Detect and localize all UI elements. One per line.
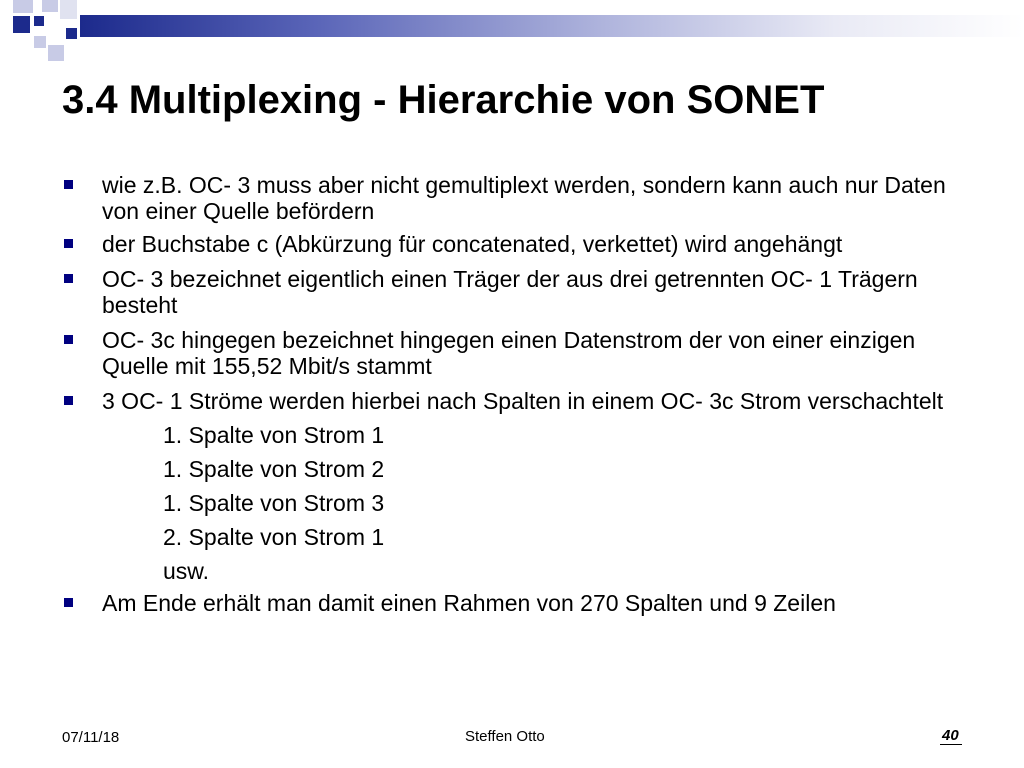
sub-line: 1. Spalte von Strom 2 [163, 456, 385, 482]
bullet-item [62, 590, 962, 616]
slide-title: 3.4 Multiplexing - Hierarchie von SONET [62, 78, 825, 122]
sub-line: 1. Spalte von Strom 1 [163, 422, 385, 448]
page-number-underline [940, 744, 962, 745]
footer-author: Steffen Otto [465, 728, 545, 745]
deco-square [34, 16, 44, 26]
deco-square [48, 45, 64, 61]
page-number: 40 [942, 727, 959, 744]
deco-square [60, 0, 77, 19]
bullet-item [62, 388, 962, 414]
square-bullet-icon [64, 274, 73, 283]
bullet-text: wie z.B. OC- 3 muss aber nicht gemultiplext werden, sondern kann auch nur Daten von einer Quelle befördern [102, 172, 946, 224]
bullet-text: der Buchstabe c (Abkürzung für concatenated, verkettet) wird angehängt [102, 231, 843, 257]
sub-line: 1. Spalte von Strom 3 [163, 490, 385, 516]
deco-square [42, 0, 58, 12]
bullet-item [62, 172, 962, 224]
bullet-text: OC- 3 bezeichnet eigentlich einen Träger der aus drei getrennten OC- 1 Trägern besteht [102, 266, 918, 318]
bullet-item [62, 231, 962, 257]
bullet-item [62, 327, 962, 379]
sub-line: 2. Spalte von Strom 1 [163, 524, 385, 550]
header-gradient-bar [80, 15, 1024, 37]
footer-date: 07/11/18 [62, 729, 120, 746]
bullet-item [62, 266, 962, 318]
square-bullet-icon [64, 335, 73, 344]
square-bullet-icon [64, 396, 73, 405]
slide-content [62, 172, 962, 616]
deco-square [66, 28, 77, 39]
bullet-text: OC- 3c hingegen bezeichnet hingegen einen Datenstrom der von einer einzigen Quelle mit 155,52 Mbit/s stammt [102, 327, 916, 379]
square-bullet-icon [64, 598, 73, 607]
bullet-text: Am Ende erhält man damit einen Rahmen von 270 Spalten und 9 Zeilen [102, 590, 836, 616]
deco-square [13, 0, 33, 13]
deco-square [13, 16, 30, 33]
bullet-text: 3 OC- 1 Ströme werden hierbei nach Spalten in einem OC- 3c Strom verschachtelt [102, 388, 944, 414]
square-bullet-icon [64, 239, 73, 248]
deco-square [34, 36, 46, 48]
sub-line: usw. [163, 558, 210, 584]
square-bullet-icon [64, 180, 73, 189]
